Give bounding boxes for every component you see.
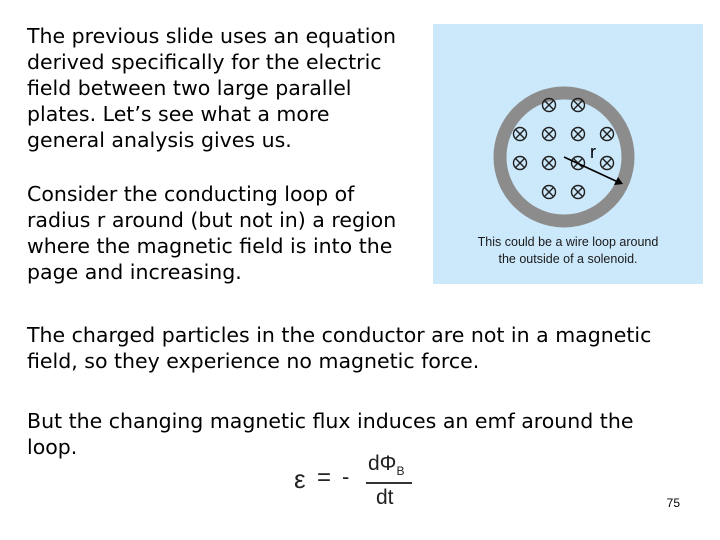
text-line: field between two large parallel bbox=[27, 76, 352, 100]
text-line: radius r around (but not in) a region bbox=[27, 208, 397, 232]
fraction-bar bbox=[366, 482, 412, 484]
force-paragraph bbox=[27, 322, 651, 374]
slide-number: 75 bbox=[666, 496, 680, 510]
text-line: Consider the conducting loop of bbox=[27, 182, 355, 206]
intro-paragraph bbox=[27, 23, 396, 153]
faraday-equation bbox=[290, 450, 430, 514]
text-line: The charged particles in the conductor are not in a magnetic bbox=[27, 323, 652, 347]
text-line: derived specifically for the electric bbox=[27, 50, 382, 74]
equation-numerator bbox=[368, 452, 404, 478]
flux-subscript: B bbox=[396, 464, 405, 479]
text-line: But the changing magnetic flux induces an emf around the bbox=[27, 409, 634, 433]
equation-denominator: dt bbox=[376, 486, 394, 509]
text-line: field, so they experience no magnetic force. bbox=[27, 349, 480, 373]
text-line: The previous slide uses an equation bbox=[27, 24, 397, 48]
text-line: general analysis gives us. bbox=[27, 128, 292, 152]
emf-symbol: ε bbox=[294, 464, 306, 494]
text-line: plates. Let’s see what a more bbox=[27, 102, 330, 126]
loop-figure bbox=[433, 24, 703, 284]
caption-line: the outside of a solenoid. bbox=[498, 252, 638, 266]
loop-paragraph bbox=[27, 181, 396, 285]
figure-caption bbox=[433, 234, 703, 268]
text-line: page and increasing. bbox=[27, 260, 242, 284]
equals-sign: = bbox=[317, 464, 332, 491]
radius-label: r bbox=[590, 142, 596, 162]
text-line: where the magnetic field is into the bbox=[27, 234, 393, 258]
flux-derivative: dΦ bbox=[368, 452, 397, 475]
text-line: loop. bbox=[27, 435, 78, 459]
minus-sign: - bbox=[342, 464, 350, 489]
caption-line: This could be a wire loop around bbox=[477, 235, 659, 249]
